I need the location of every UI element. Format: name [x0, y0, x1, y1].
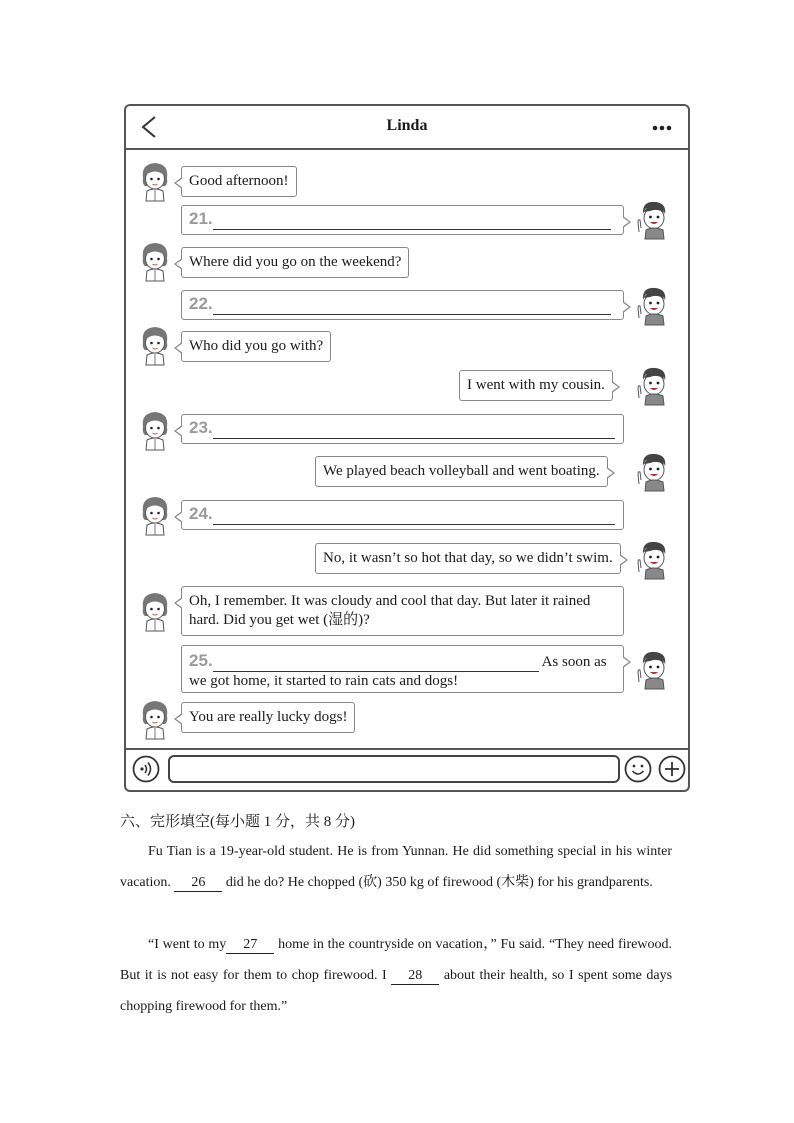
question-number: 23.	[189, 418, 213, 437]
message-text: I went with my cousin.	[467, 377, 605, 393]
question-number: 22.	[189, 294, 213, 313]
passage-text: home in the countryside on vacation，” Fu said. “They need firewood. But it is not easy for them to chop firewood. I	[120, 937, 672, 983]
girl-avatar-icon	[138, 240, 172, 282]
blank-27[interactable]: 27	[226, 936, 274, 954]
message-text: Oh, I remember. It was cloudy and cool that day. But later it rained hard. Did you get wet (湿的)?	[189, 593, 591, 628]
message-text: You are really lucky dogs!	[189, 709, 348, 725]
more-dots-icon[interactable]	[652, 125, 672, 131]
girl-avatar-icon	[138, 494, 172, 536]
boy-avatar-icon	[636, 284, 670, 326]
boy-avatar-icon	[636, 538, 670, 580]
girl-avatar-icon	[138, 160, 172, 202]
girl-avatar-icon	[138, 590, 172, 632]
message-input[interactable]	[168, 755, 620, 783]
message-text: As soon as	[541, 654, 607, 670]
message-text: We played beach volleyball and went boating.	[323, 463, 600, 479]
passage-text: “I went to my	[148, 937, 227, 952]
message-text: No, it wasn’t so hot that day, so we didn’t swim.	[323, 550, 613, 566]
passage-paragraph	[120, 929, 672, 1022]
message-text: Where did you go on the weekend?	[189, 254, 402, 270]
message-bubble	[181, 331, 331, 362]
answer-blank[interactable]	[213, 296, 611, 315]
boy-avatar-icon	[636, 648, 670, 690]
question-number: 24.	[189, 504, 213, 523]
answer-bubble-25	[181, 645, 624, 693]
boy-avatar-icon	[636, 198, 670, 240]
message-bubble	[315, 543, 621, 574]
passage-text: about their health, so I spent some days chopping firewood for them.”	[120, 968, 673, 1014]
chat-title: Linda	[386, 117, 428, 134]
answer-bubble-24	[181, 500, 624, 530]
message-bubble	[181, 247, 409, 278]
blank-26[interactable]: 26	[174, 874, 222, 892]
answer-bubble-22	[181, 290, 624, 320]
question-number: 25.	[189, 651, 213, 670]
boy-avatar-icon	[636, 364, 670, 406]
question-number: 21.	[189, 209, 213, 228]
answer-bubble-23	[181, 414, 624, 444]
chat-input-bar	[126, 748, 688, 790]
girl-avatar-icon	[138, 409, 172, 451]
message-bubble	[181, 166, 297, 197]
answer-bubble-21	[181, 205, 624, 235]
boy-avatar-icon	[636, 450, 670, 492]
girl-avatar-icon	[138, 698, 172, 740]
message-bubble	[459, 370, 613, 401]
passage-paragraph	[120, 836, 672, 898]
plus-icon[interactable]	[658, 755, 686, 783]
chat-window	[124, 104, 690, 792]
passage-text: did he do? He chopped (砍) 350 kg of firewood (木柴) for his grandparents.	[225, 875, 653, 890]
message-text: Good afternoon!	[189, 173, 289, 189]
message-bubble	[181, 586, 624, 636]
emoji-icon[interactable]	[624, 755, 652, 783]
message-bubble	[315, 456, 608, 487]
message-text: Who did you go with?	[189, 338, 324, 354]
answer-blank[interactable]	[213, 506, 615, 525]
message-bubble	[181, 702, 355, 733]
passage-text: Fu Tian is a 19-year-old student. He is from Yunnan. He did something special in his winter vacation.	[120, 844, 672, 890]
chat-header	[126, 106, 688, 150]
section-heading: 六、完形填空(每小题 1 分，共 8 分)	[120, 814, 355, 830]
blank-28[interactable]: 28	[391, 967, 439, 985]
answer-blank[interactable]	[213, 420, 615, 439]
message-text: we got home, it started to rain cats and dogs!	[189, 673, 459, 689]
girl-avatar-icon	[138, 324, 172, 366]
voice-icon[interactable]	[132, 755, 160, 783]
answer-blank[interactable]	[213, 211, 611, 230]
answer-blank[interactable]	[213, 653, 539, 672]
